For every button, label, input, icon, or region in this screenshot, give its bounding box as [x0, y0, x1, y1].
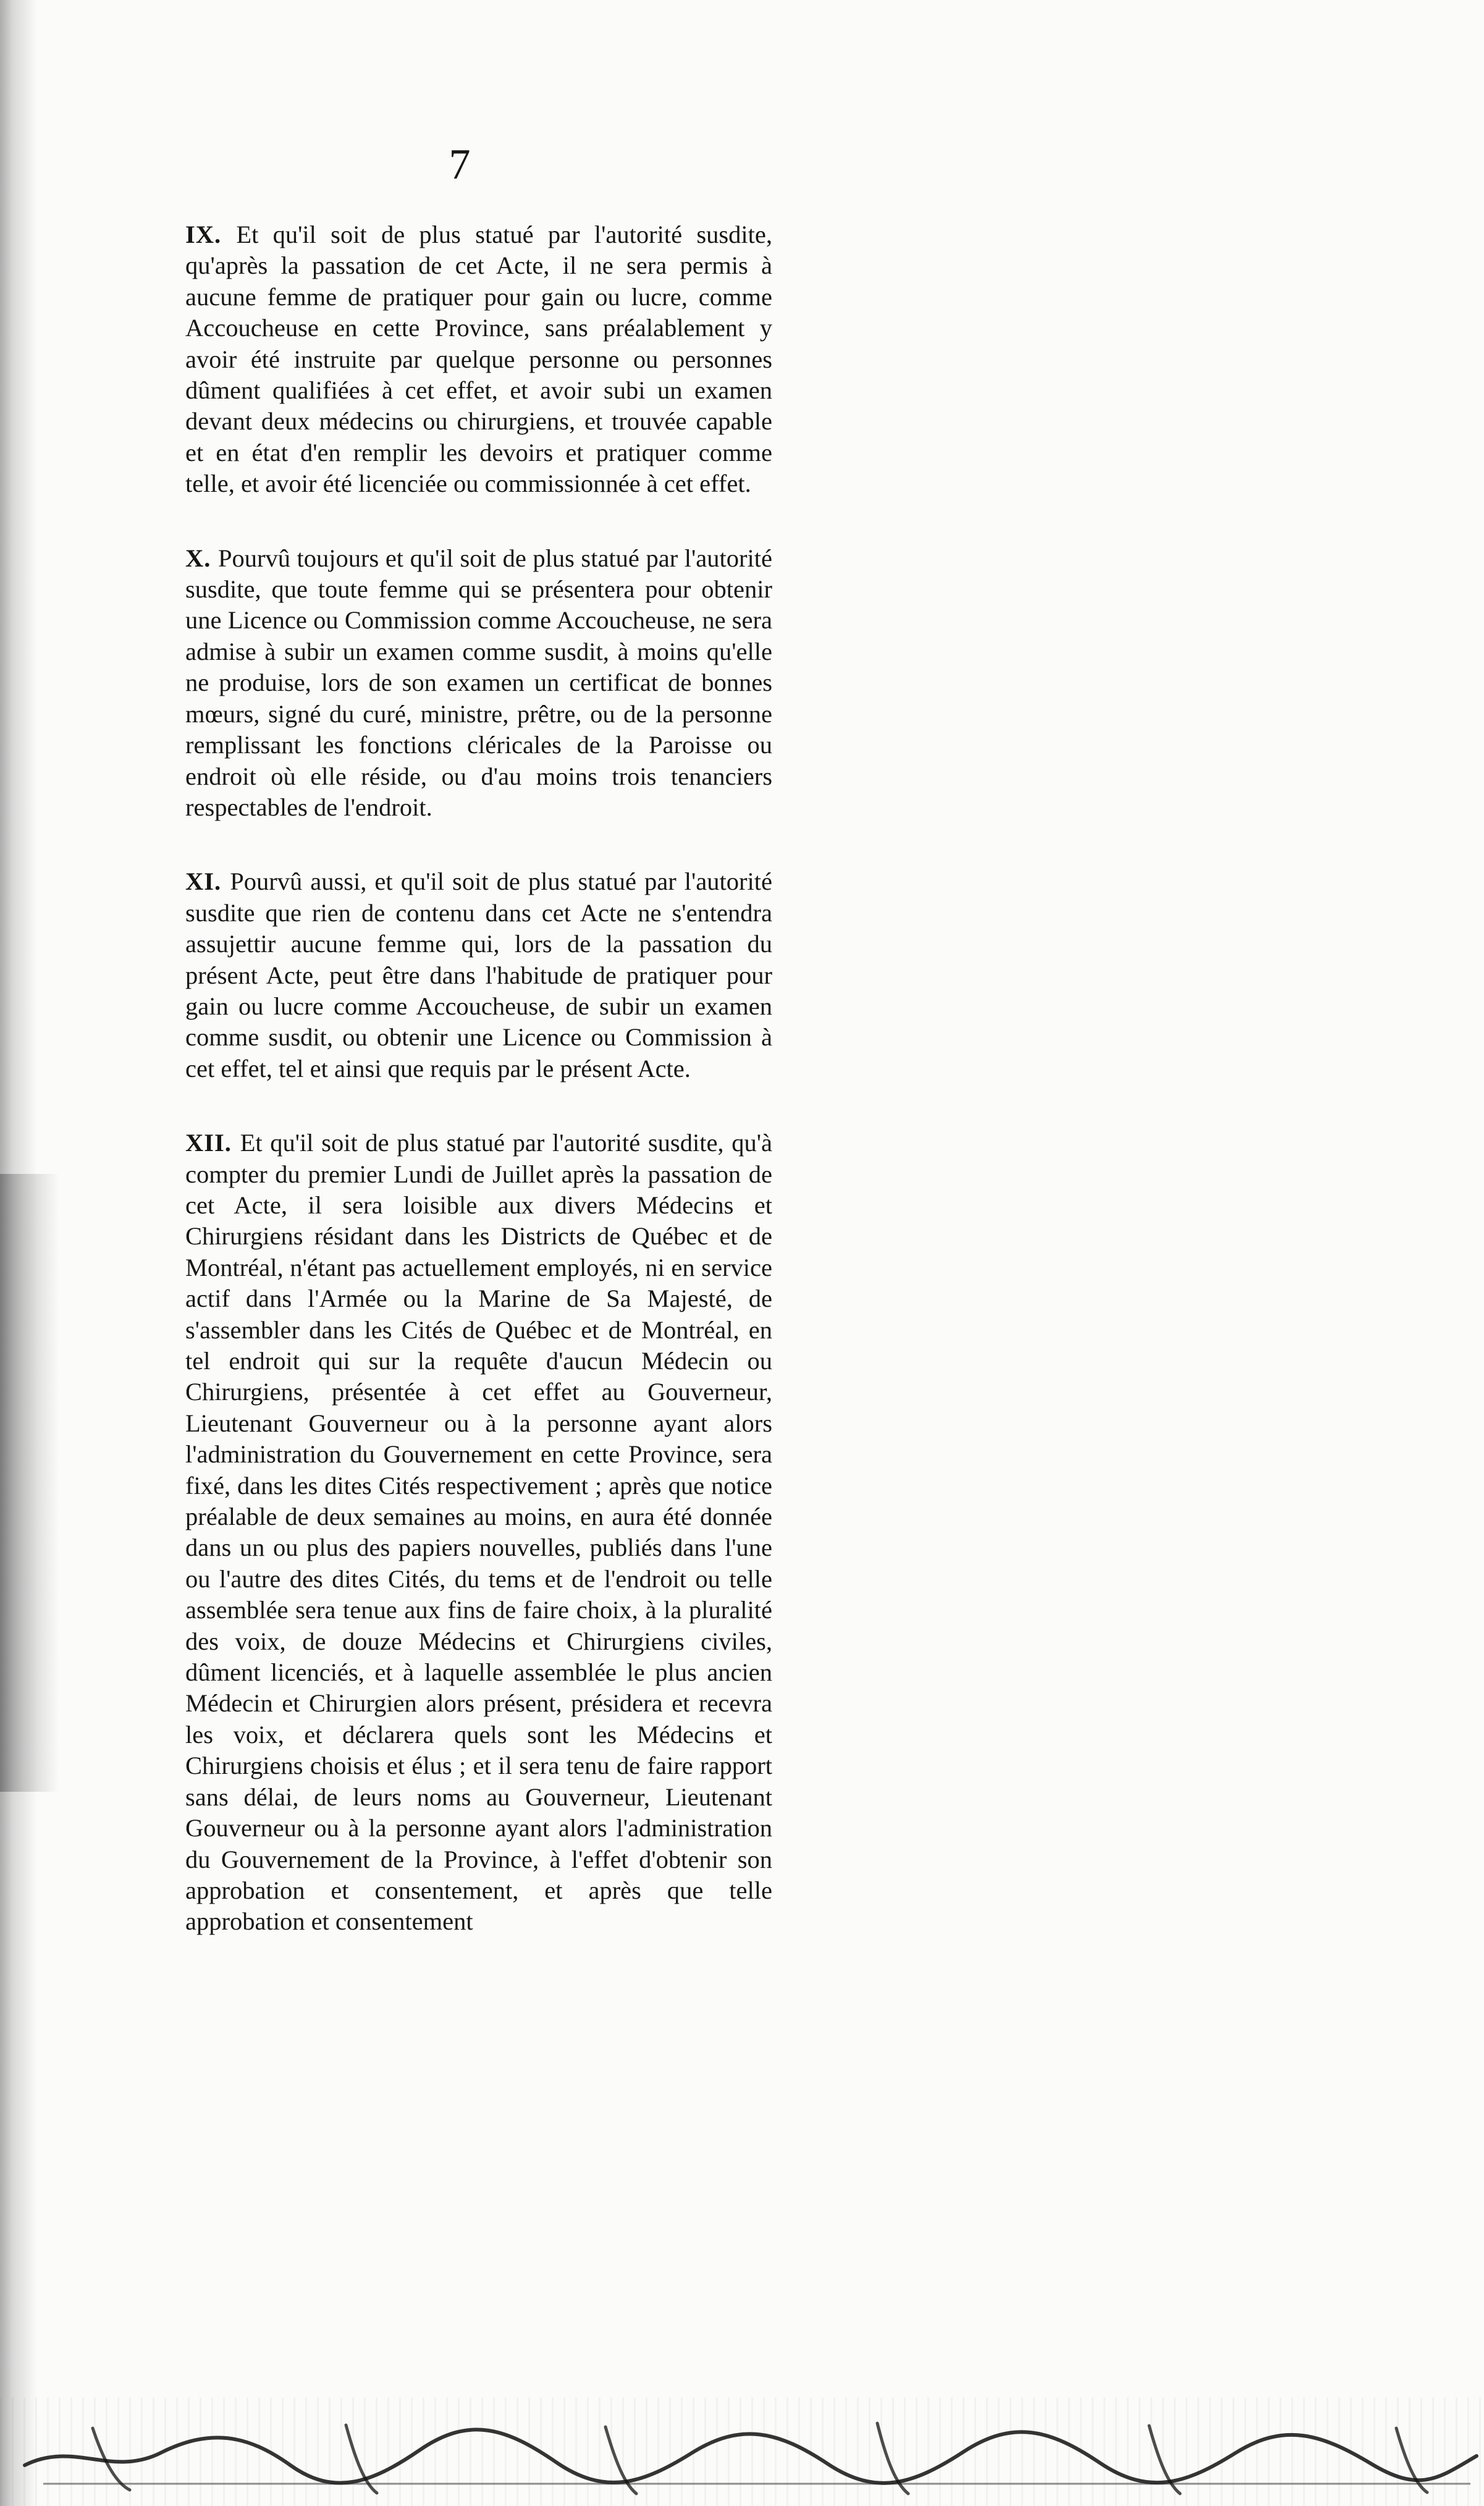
article-ix	[185, 219, 772, 500]
article-number: X.	[185, 544, 218, 572]
page-number: 7	[449, 141, 471, 188]
article-number: XII.	[185, 1129, 240, 1157]
handwritten-signature	[0, 2391, 1484, 2506]
article-text: Et qu'il soit de plus statué par l'autorité susdite, qu'à compter du premier Lundi de Juillet après la passation de cet Acte, il sera loisible aux divers Médecins et Chirurgiens résidant dans les Districts de Québec et de Montréal, n'étant pas actuellement employés, ni en service actif dans l'Armée ou la Marine de Sa Majesté, de s'assembler dans les Cités de Québec et de Montréal, en tel endroit qui sur la requête d'aucun Médecin ou Chirurgiens, présentée à cet effet au Gouverneur, Lieutenant Gouverneur ou à la personne ayant alors l'administration du Gouvernement en cette Province, sera fixé, dans les dites Cités respectivement ; après que notice préalable de deux semaines au moins, en aura été donnée dans un ou plus des papiers nouvelles, publiés dans l'une ou l'autre des dites Cités, du tems et de l'endroit ou telle assemblée sera tenue aux fins de faire choix, à la pluralité des voix, de douze Médecins et Chirurgiens civiles, dûment licenciés, et à laquelle assemblée le plus ancien Médecin et Chirurgien alors présent, présidera et recevra les voix, et déclarera quels sont les Médecins et Chirurgiens choisis et élus ; et il sera tenu de faire rapport sans délai, de leurs noms au Gouverneur, Lieutenant Gouverneur ou à la personne ayant alors l'administration du Gouvernement de la Province, à l'effet d'obtenir son approbation et consentement, et après que telle approbation et consentement	[185, 1129, 772, 1936]
article-xii	[185, 1128, 772, 1938]
article-x	[185, 543, 772, 824]
article-number: XI.	[185, 867, 230, 896]
article-text: Pourvû toujours et qu'il soit de plus statué par l'autorité susdite, que toute femme qui se présentera pour obtenir une Licence ou Commission comme Accoucheuse, ne sera admise à subir un examen comme susdit, à moins qu'elle ne produise, lors de son examen un certificat de bonnes mœurs, signé du curé, ministre, prêtre, ou de la personne remplissant les fonctions cléricales de la Paroisse ou endroit où elle réside, ou d'au moins trois tenanciers respectables de l'endroit.	[185, 544, 772, 821]
article-text: Pourvû aussi, et qu'il soit de plus statué par l'autorité susdite que rien de contenu dans cet Acte ne s'entendra assujettir aucune femme qui, lors de la passation du présent Acte, peut être dans l'habitude de pratiquer pour gain ou lucre comme Accoucheuse, de subir un examen comme susdit, ou obtenir une Licence ou Commission à cet effet, tel et ainsi que requis par le présent Acte.	[185, 867, 772, 1082]
document-body	[185, 219, 772, 1981]
scan-edge-shadow-lower	[0, 1174, 59, 1792]
article-number: IX.	[185, 221, 237, 248]
article-text: Et qu'il soit de plus statué par l'autorité susdite, qu'après la passation de cet Acte, il ne sera permis à aucune femme de pratiquer pour gain ou lucre, comme Accoucheuse en cette Province, sans préalablement y avoir été instruite par quelque personne ou personnes dûment qualifiées à cet effet, et avoir subi un examen devant deux médecins ou chirurgiens, et trouvée capable et en état d'en remplir les devoirs et pratiquer comme telle, et avoir été licenciée ou commissionnée à cet effet.	[185, 221, 772, 498]
article-xi	[185, 866, 772, 1084]
